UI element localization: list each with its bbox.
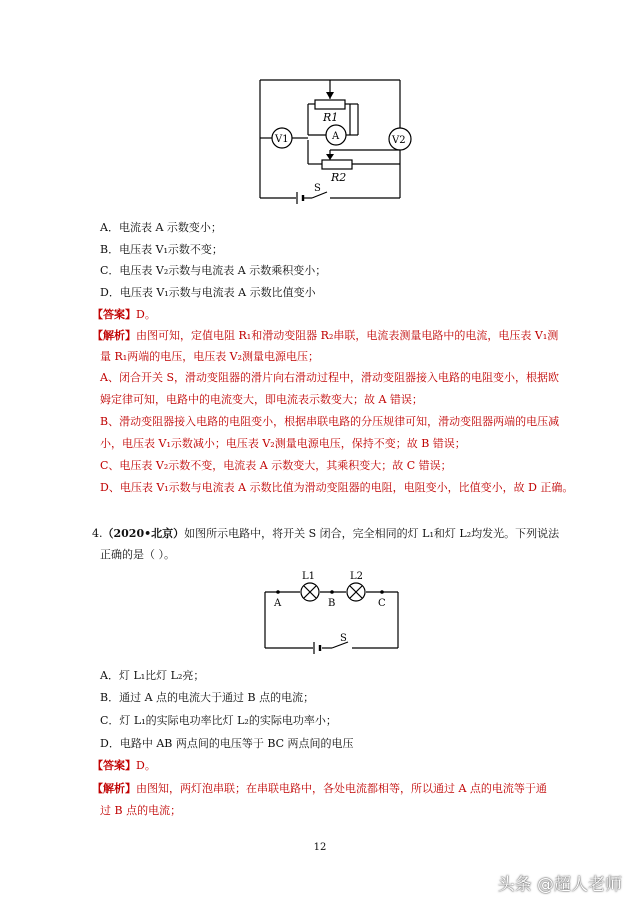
- r2-label: R2: [331, 171, 347, 184]
- q4-source: （2020•北京）: [102, 527, 185, 540]
- l2-label: L2: [350, 571, 364, 582]
- q4-option-c: C．灯 L₁的实际电功率比灯 L₂的实际电功率小；: [100, 714, 337, 727]
- point-c-label: C: [378, 598, 386, 609]
- q4-stem-line-1: [92, 526, 559, 541]
- q4-option-a: A．灯 L₁比灯 L₂亮；: [100, 669, 205, 682]
- q4-answer: [92, 758, 156, 773]
- point-a-label: A: [274, 598, 282, 609]
- q4-answer-text: D。: [136, 759, 156, 772]
- v1-label: V1: [275, 134, 289, 145]
- ammeter-label: A: [332, 131, 340, 142]
- q3-analysis-line-6: 小，电压表 V₁示数减小；电压表 V₂测量电源电压，保持不变；故 B 错误；: [100, 437, 466, 450]
- q4-answer-tag: 【答案】: [92, 759, 136, 772]
- q3-answer-text: D。: [136, 308, 156, 321]
- q3-analysis-line-8: D、电压表 V₁示数与电流表 A 示数比值为滑动变阻器的电阻，电阻变小，比值变小，故 D 正确。: [100, 481, 574, 494]
- q3-analysis-text-1: 由图可知，定值电阻 R₁和滑动变阻器 R₂串联，电流表测量电路中的电流，电压表 V₁测: [136, 329, 559, 342]
- q4-stem-text-1: 如图所示电路中，将开关 S 闭合，完全相同的灯 L₁和灯 L₂均发光。下列说法: [184, 527, 560, 540]
- q3-answer: [92, 307, 156, 322]
- q4-analysis-text-1: 由图知，两灯泡串联；在串联电路中，各处电流都相等，所以通过 A 点的电流等于通: [136, 782, 547, 795]
- q3-analysis-line-4: 姆定律可知，电路中的电流变大，即电流表示数变大；故 A 错误；: [100, 393, 423, 406]
- r1-label: R1: [323, 111, 339, 124]
- page-number: 12: [313, 842, 327, 853]
- switch-label-1: S: [314, 183, 321, 194]
- circuit-diagram-1: [0, 0, 640, 215]
- q3-answer-tag: 【答案】: [92, 308, 136, 321]
- circuit-diagram-2: [0, 565, 640, 665]
- q4-analysis-line-1: [92, 781, 547, 796]
- q4-option-d: D．电路中 AB 两点间的电压等于 BC 两点间的电压: [100, 737, 354, 750]
- q3-analysis-line-7: C、电压表 V₂示数不变，电流表 A 示数变大，其乘积变大；故 C 错误；: [100, 459, 452, 472]
- q4-analysis-tag: 【解析】: [92, 782, 136, 795]
- q3-analysis-tag: 【解析】: [92, 329, 136, 342]
- switch-label-2: S: [340, 633, 347, 644]
- q4-stem-line-2: 正确的是（ ）。: [100, 548, 175, 561]
- q3-option-c: C．电压表 V₂示数与电流表 A 示数乘积变小；: [100, 264, 327, 277]
- q4-analysis-line-2: 过 B 点的电流；: [100, 804, 182, 817]
- q4-option-b: B．通过 A 点的电流大于通过 B 点的电流；: [100, 691, 315, 704]
- point-b-label: B: [328, 598, 336, 609]
- l1-label: L1: [302, 571, 316, 582]
- q3-analysis-line-5: B、滑动变阻器接入电路的电阻变小，根据串联电路的分压规律可知，滑动变阻器两端的电压减: [100, 415, 560, 428]
- q3-analysis-line-3: A、闭合开关 S，滑动变阻器的滑片向右滑动过程中，滑动变阻器接入电路的电阻变小，根据欧: [100, 371, 559, 384]
- watermark: 头条 @超人老师: [497, 875, 622, 895]
- q3-option-d: D．电压表 V₁示数与电流表 A 示数比值变小: [100, 286, 316, 299]
- q4-number: 4.: [92, 527, 103, 540]
- v2-label: V2: [392, 135, 406, 146]
- q3-option-b: B．电压表 V₁示数不变；: [100, 243, 223, 256]
- q3-analysis-line-1: [92, 328, 558, 343]
- q3-option-a: A．电流表 A 示数变小；: [100, 221, 222, 234]
- q3-analysis-line-2: 量 R₁两端的电压，电压表 V₂测量电源电压；: [100, 350, 320, 363]
